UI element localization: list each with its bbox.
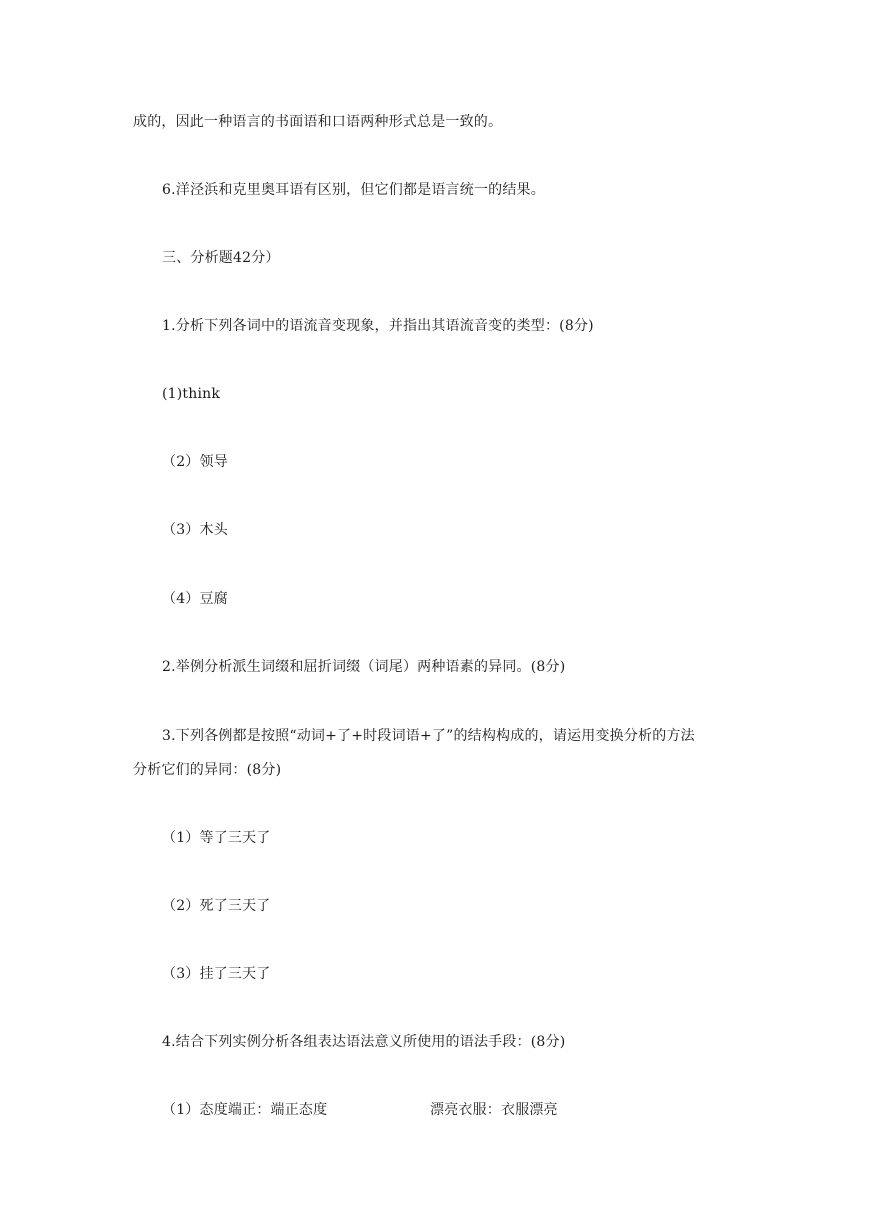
question-3-continuation: 分析它们的异同：(8分) [133, 762, 282, 778]
text-line-item-6: 6.洋泾浜和克里奥耳语有区别，但它们都是语言统一的结果。 [162, 182, 545, 198]
question-3: 3.下列各例都是按照“动词+了+时段词语+了”的结构构成的，请运用变换分析的方法 [162, 728, 695, 744]
question-4-item-1-pair: 漂亮衣服：衣服漂亮 [430, 1102, 558, 1118]
question-4: 4.结合下列实例分析各组表达语法意义所使用的语法手段：(8分) [162, 1034, 566, 1050]
question-1-item-4: （4）豆腐 [162, 591, 228, 607]
question-1-item-1: (1)think [162, 386, 221, 402]
section-heading-analysis: 三、分析题42分） [162, 250, 280, 266]
question-3-item-3: （3）挂了三天了 [162, 966, 271, 982]
question-1: 1.分析下列各词中的语流音变现象，并指出其语流音变的类型：(8分) [162, 318, 594, 334]
question-3-item-2: （2）死了三天了 [162, 898, 271, 914]
question-1-item-3: （3）木头 [162, 522, 228, 538]
question-2: 2.举例分析派生词缀和屈折词缀（词尾）两种语素的异同。(8分) [162, 659, 566, 675]
question-1-item-2: （2）领导 [162, 454, 228, 470]
question-4-item-1: （1）态度端正：端正态度 [162, 1102, 328, 1118]
text-line-continuation: 成的，因此一种语言的书面语和口语两种形式总是一致的。 [133, 114, 503, 130]
question-3-item-1: （1）等了三天了 [162, 830, 271, 846]
